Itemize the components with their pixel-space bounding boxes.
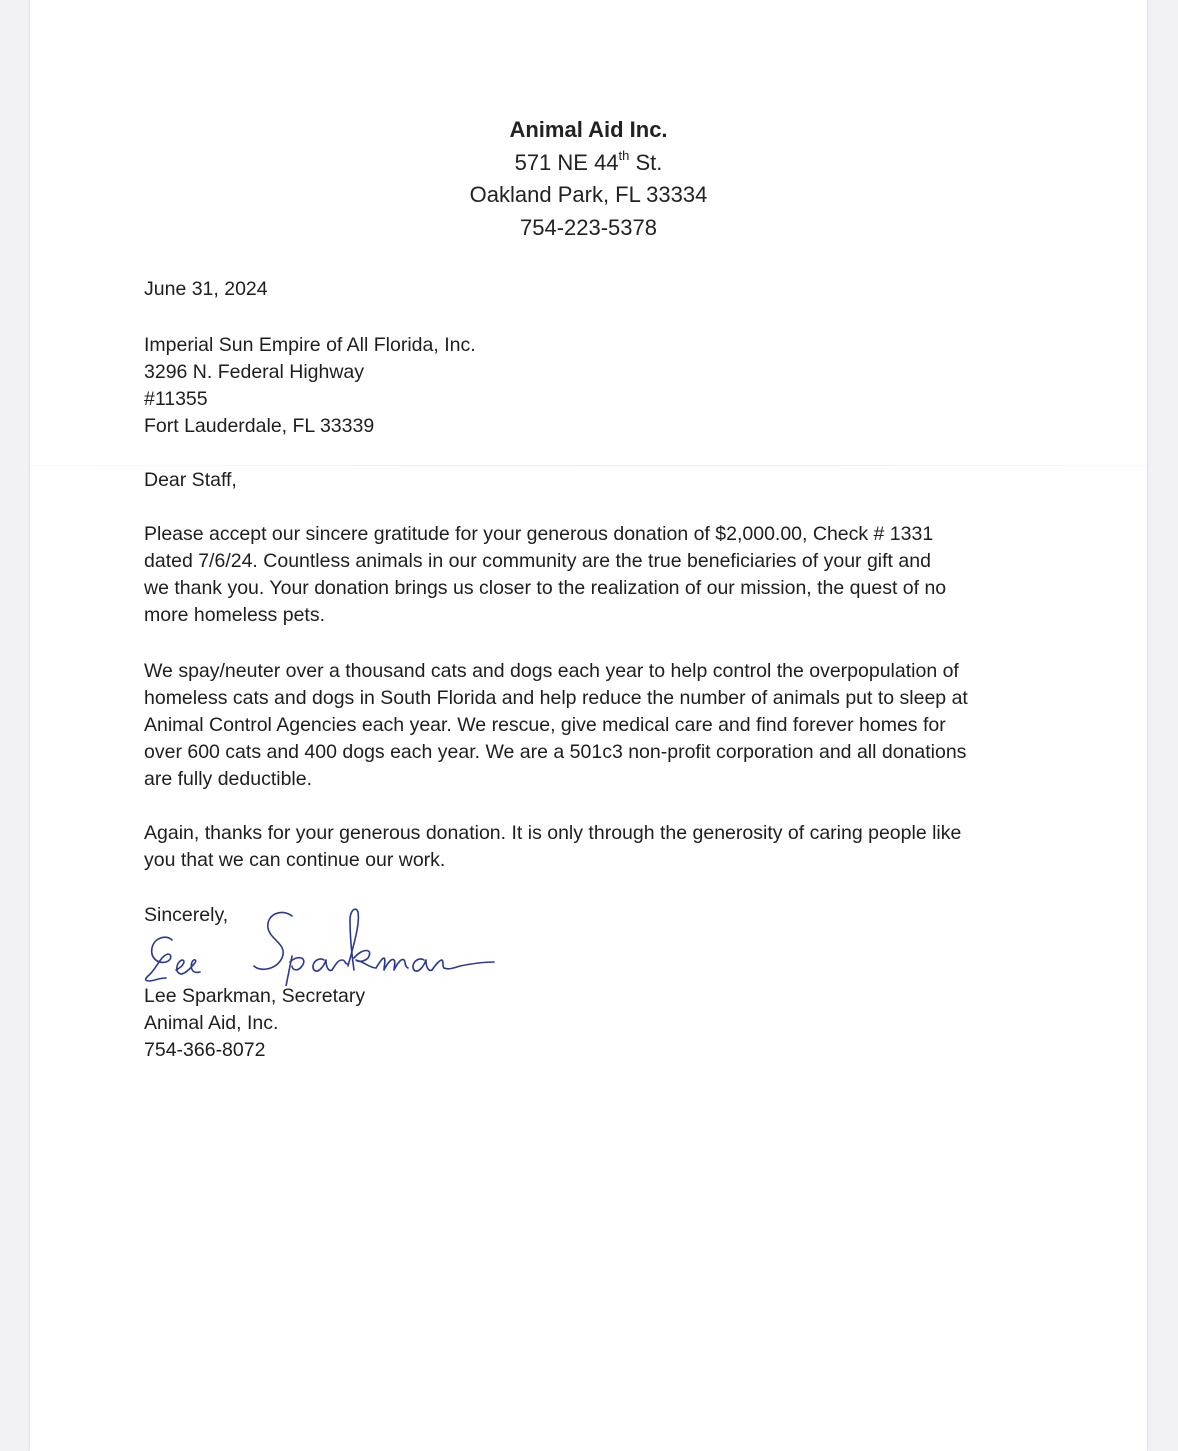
signer-phone: 754-366-8072	[144, 1039, 266, 1061]
recipient-unit: #11355	[144, 388, 208, 410]
paragraph-line: are fully deductible.	[144, 768, 313, 790]
paragraph-line: Animal Control Agencies each year. We rescue, give medical care and find forever homes for	[144, 714, 946, 736]
body-paragraph-1	[144, 521, 1044, 629]
scan-artifact-line	[30, 465, 1147, 466]
letter-date: June 31, 2024	[144, 278, 268, 300]
paragraph-line: we thank you. Your donation brings us closer to the realization of our mission, the quest of no	[144, 577, 947, 599]
paragraph-line: homeless cats and dogs in South Florida and help reduce the number of animals put to sleep at	[144, 687, 968, 709]
letterhead-org-name: Animal Aid Inc.	[509, 117, 668, 142]
handwritten-signature	[142, 904, 502, 986]
letterhead-phone: 754-223-5378	[519, 214, 657, 240]
letterhead-street-prefix: 571 NE 44	[514, 149, 619, 175]
recipient-name: Imperial Sun Empire of All Florida, Inc.	[144, 334, 476, 356]
letterhead-city-line: Oakland Park, FL 33334	[469, 182, 708, 207]
paragraph-line: over 600 cats and 400 dogs each year. We are a 501c3 non-profit corporation and all donations	[144, 741, 967, 763]
recipient-street: 3296 N. Federal Highway	[144, 361, 365, 383]
paragraph-line: We spay/neuter over a thousand cats and dogs each year to help control the overpopulation of	[144, 660, 959, 682]
letter-page	[30, 0, 1147, 1451]
letterhead	[30, 114, 1147, 244]
signer-block	[144, 983, 1044, 1064]
letterhead-street	[30, 147, 1147, 180]
salutation: Dear Staff,	[144, 469, 237, 491]
body-paragraph-3	[144, 820, 1044, 874]
paragraph-line: Please accept our sincere gratitude for your generous donation of $2,000.00, Check # 1331	[144, 523, 934, 545]
recipient-city-line: Fort Lauderdale, FL 33339	[144, 415, 375, 437]
recipient-address	[144, 332, 1044, 440]
paragraph-line: Again, thanks for your generous donation. It is only through the generosity of caring people like	[144, 822, 962, 844]
signer-org: Animal Aid, Inc.	[144, 1012, 279, 1034]
letterhead-street-superscript: th	[618, 147, 630, 163]
signer-name-title: Lee Sparkman, Secretary	[144, 985, 366, 1007]
body-paragraph-2	[144, 658, 1044, 793]
letterhead-street-suffix: St.	[629, 149, 663, 175]
paragraph-line: you that we can continue our work.	[144, 849, 446, 871]
paragraph-line: dated 7/6/24. Countless animals in our community are the true beneficiaries of your gift and	[144, 550, 931, 572]
paragraph-line: more homeless pets.	[144, 604, 325, 626]
closing: Sincerely,	[144, 904, 229, 926]
